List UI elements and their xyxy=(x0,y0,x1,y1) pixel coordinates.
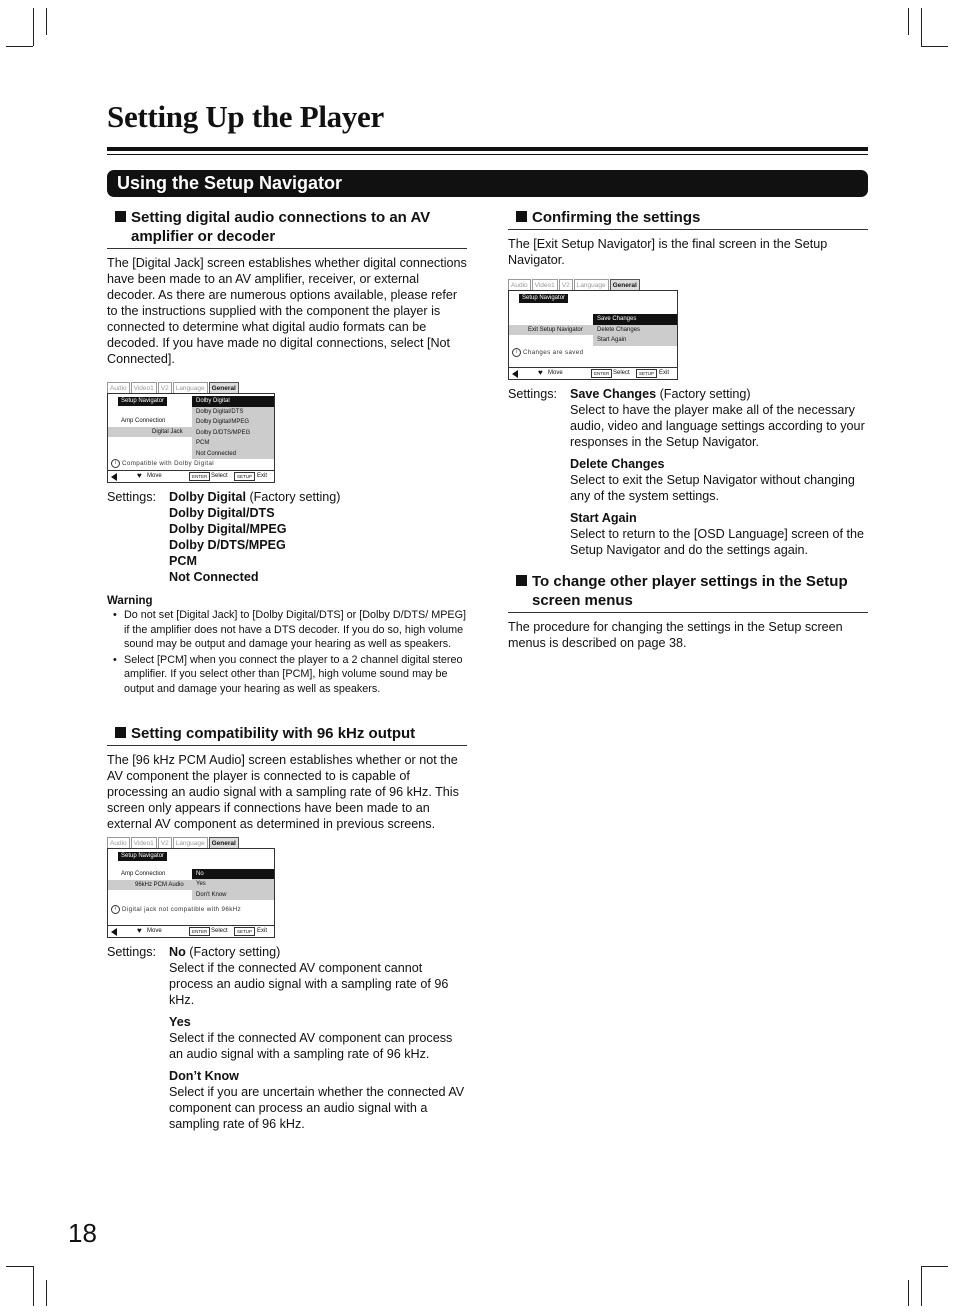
osd-label: Digital Jack xyxy=(152,429,183,435)
warning-item: • Do not set [Digital Jack] to [Dolby Digital/DTS] or [Dolby D/DTS/ MPEG] if the amplifier does not have a DTS decoder. If you do so, high volume sound may be output and damage your hearing as well as speakers. xyxy=(107,608,467,652)
osd-label: Amp Connection xyxy=(121,870,166,877)
section-banner: Using the Setup Navigator xyxy=(107,170,868,197)
crop-mark xyxy=(46,8,47,35)
osd-menu-item: Delete Changes xyxy=(597,326,641,333)
osd-menu xyxy=(593,314,677,346)
down-arrow-icon: ♥ xyxy=(538,368,543,377)
page-number: 18 xyxy=(68,1218,97,1248)
osd-tab: V2 xyxy=(158,382,172,393)
info-icon: i xyxy=(512,348,521,357)
section-heading-confirm: Confirming the settings xyxy=(508,208,868,230)
warning-title: Warning xyxy=(107,595,153,607)
crop-mark xyxy=(921,8,922,46)
crop-mark xyxy=(6,46,33,47)
osd-tab: V2 xyxy=(559,279,573,290)
osd-menu-item: Yes xyxy=(196,881,206,888)
osd-footer: ♥ Move ENTER Select SETUP Exit xyxy=(108,470,274,482)
square-bullet-icon xyxy=(516,575,527,586)
osd-tab: Language xyxy=(574,279,609,290)
right-column xyxy=(508,208,868,651)
crop-mark xyxy=(908,1280,909,1306)
osd-tab: Video1 xyxy=(131,837,157,848)
osd-menu-item: Dolby Digital xyxy=(192,396,274,407)
osd-screen xyxy=(107,393,275,483)
osd-label: 96kHz PCM Audio xyxy=(135,881,184,888)
96khz-settings: Settings: No (Factory setting) Select if the connected AV component cannot process an audio signal with a sampling rate of 96 kHz. Yes Select if the connected AV component can process an audio signal with a sampling rate of 96 kHz. Don’t Know Select if you are uncertain whether the connected AV component can process an audio signal with a sampling rate of 96 kHz. xyxy=(107,944,465,1131)
osd-tabs xyxy=(107,382,275,393)
crop-mark xyxy=(908,8,909,35)
osd-tab: Language xyxy=(173,837,208,848)
confirm-settings: Settings: Save Changes (Factory setting) Select to have the player make all of the necessary audio, video and language settings according to your responses in the Setup Navigator. Delete Changes Select to exit the Setup Navigator without changing any of the system settings. Start Again Select to return to the [OSD Language] screen of the Setup Navigator and do the settings again. xyxy=(508,387,865,557)
osd-menu-item: Save Changes xyxy=(593,314,677,325)
osd-nav-label: Setup Navigator xyxy=(519,294,568,303)
osd-menu-item: Dolby Digital/DTS xyxy=(196,408,244,415)
osd-info: i Digital jack not compatible with 96kHz xyxy=(111,905,241,914)
osd-footer: ♥ Move ENTER Select SETUP Exit xyxy=(509,367,677,379)
osd-menu-item: Dolby D/DTS/MPEG xyxy=(196,429,251,436)
digital-body: The [Digital Jack] screen establishes whether digital connections have been made to an AV amplifier, receiver, or external decoder. As there are numerous options available, please refer to the instructions supplied with the component the player is connected to determine what digital audio formats can be decoded. If you have made no digital connections, select [Not Connected]. xyxy=(107,256,467,366)
osd-menu-item: Dolby Digital/MPEG xyxy=(196,419,250,425)
title-rule-thin xyxy=(107,154,868,155)
osd-screen xyxy=(107,848,275,938)
crop-mark xyxy=(921,1266,922,1306)
osd-menu-item: Start Again xyxy=(597,337,627,343)
enter-key: ENTER xyxy=(189,927,210,936)
osd-menu xyxy=(192,869,274,901)
osd-exit-navigator xyxy=(508,279,678,380)
left-column xyxy=(107,208,467,1132)
osd-96khz xyxy=(107,837,275,938)
osd-tab: V2 xyxy=(158,837,172,848)
confirm-body: The [Exit Setup Navigator] is the final screen in the Setup Navigator. xyxy=(508,237,828,267)
title-rule xyxy=(107,147,868,151)
enter-key: ENTER xyxy=(189,472,210,481)
osd-menu xyxy=(192,396,274,459)
crop-mark xyxy=(33,1266,34,1306)
osd-tab: Video1 xyxy=(532,279,558,290)
left-arrow-icon xyxy=(111,928,117,936)
setup-key: SETUP xyxy=(234,927,255,936)
other-body: The procedure for changing the settings in the Setup screen menus is described on page 38. xyxy=(508,620,843,650)
section-heading-other: To change other player settings in the Setup screen menus xyxy=(508,572,868,613)
osd-info: i Changes are saved xyxy=(512,348,583,357)
crop-mark xyxy=(921,1266,948,1267)
info-icon: i xyxy=(111,905,120,914)
info-icon: i xyxy=(111,459,120,468)
osd-menu-item: Don't Know xyxy=(196,891,227,898)
down-arrow-icon: ♥ xyxy=(137,925,142,935)
osd-nav-label: Setup Navigator xyxy=(118,852,167,861)
osd-menu-item: Not Connected xyxy=(196,450,237,457)
digital-settings: Settings: Dolby Digital (Factory setting) Dolby Digital/DTS Dolby Digital/MPEG Dolby D/DTS/MPEG PCM Not Connected xyxy=(107,490,341,584)
osd-tab-active: General xyxy=(209,382,239,393)
crop-mark xyxy=(33,8,34,46)
osd-label: Exit Setup Navigator xyxy=(528,327,583,333)
down-arrow-icon: ♥ xyxy=(137,471,142,480)
warning-item: • Select [PCM] when you connect the player to a 2 channel digital stereo amplifier. If you select other than [PCM], high volume sound may be output and damage your hearing as well as speakers. xyxy=(107,653,467,697)
left-arrow-icon xyxy=(512,370,518,378)
osd-digital-jack xyxy=(107,382,275,483)
square-bullet-icon xyxy=(115,727,126,738)
square-bullet-icon xyxy=(115,211,126,222)
osd-tab-active: General xyxy=(209,837,239,848)
96khz-body: The [96 kHz PCM Audio] screen establishes whether or not the AV component the player is connected to is capable of processing an audio signal with a sampling rate of 96 kHz. This screen only appears if connections have been made to an external AV component as determined in previous screens. xyxy=(107,752,459,831)
osd-tab: Audio xyxy=(107,837,130,848)
osd-tab: Audio xyxy=(508,279,531,290)
osd-footer: ♥ Move ENTER Select SETUP Exit xyxy=(108,925,274,937)
osd-screen xyxy=(508,290,678,380)
osd-tabs xyxy=(107,837,275,848)
osd-tab: Video1 xyxy=(131,382,157,393)
osd-menu-item: No xyxy=(192,869,274,880)
crop-mark xyxy=(46,1280,47,1306)
page-title: Setting Up the Player xyxy=(107,99,384,134)
setup-key: SETUP xyxy=(234,472,255,481)
osd-tab: Language xyxy=(173,382,208,393)
osd-info: i Compatible with Dolby Digital xyxy=(111,459,214,468)
crop-mark xyxy=(6,1266,33,1267)
enter-key: ENTER xyxy=(591,369,612,378)
osd-tabs xyxy=(508,279,678,290)
section-heading-digital: Setting digital audio connections to an AV amplifier or decoder xyxy=(107,208,467,249)
crop-mark xyxy=(921,46,948,47)
osd-nav-label: Setup Navigator xyxy=(118,397,167,406)
osd-label: Amp Connection xyxy=(121,418,166,424)
setup-key: SETUP xyxy=(636,369,657,378)
left-arrow-icon xyxy=(111,473,117,481)
osd-menu-item: PCM xyxy=(196,440,210,446)
osd-tab-active: General xyxy=(610,279,640,290)
square-bullet-icon xyxy=(516,211,527,222)
osd-tab: Audio xyxy=(107,382,130,393)
section-heading-96khz: Setting compatibility with 96 kHz output xyxy=(107,724,467,746)
